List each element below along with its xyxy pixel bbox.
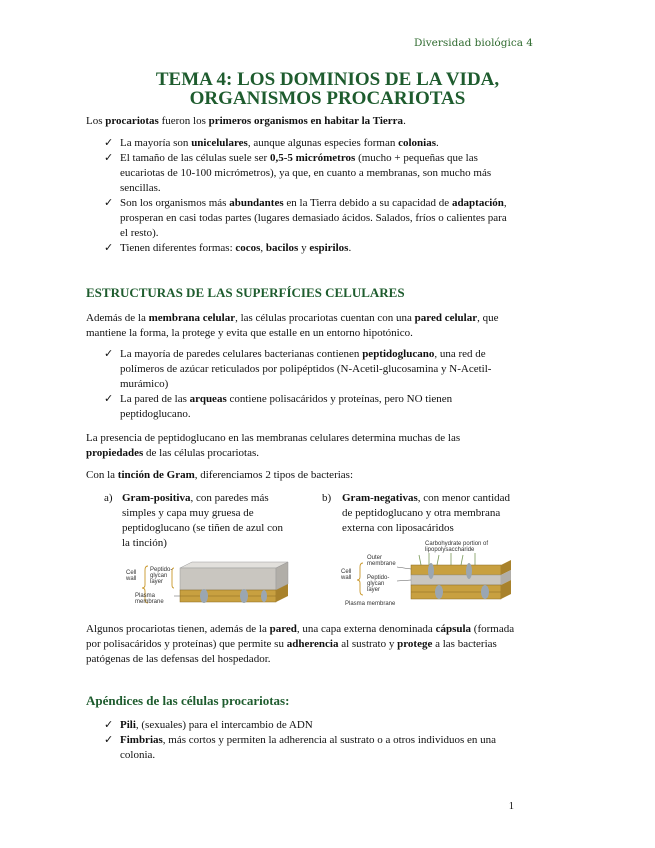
check-icon: ✓ (104, 242, 114, 254)
intro-text: . (403, 115, 406, 127)
check-icon: ✓ (104, 348, 114, 360)
paragraph-peptidoglycan: La presencia de peptidoglucano en las membranas celulares determina muchas de las propiedades de las células procariotas. (86, 432, 461, 459)
label-cell-wall: Cell wall (341, 569, 352, 581)
section-heading-appendages: Apéndices de las células procariotas: (86, 693, 290, 708)
label-peptidoglycan: Peptido-glycan layer (367, 575, 390, 593)
list-item: ✓ La mayoría de paredes celulares bacterianas contienen peptidoglucano, una red de polímeros de azúcar reticulados por polipéptidos (N-Acetil-glucosamina y N-Acetil-murámico) (104, 348, 492, 390)
list-item: ✓ Son los organismos más abundantes en la Tierra debido a su capacidad de adaptación, prosperan en casi todas partes (lugares demasiado ácidos. Salados, fríos o calientes para el resto). (104, 197, 507, 239)
intro-bold: procariotas (105, 115, 159, 127)
intro-text: Los (86, 115, 106, 127)
label-peptidoglycan: Peptido-glycan layer (150, 567, 173, 585)
gram-negative-diagram (339, 541, 519, 613)
characteristics-list (104, 136, 514, 256)
page-title-line2: ORGANISMOS PROCARIOTAS (189, 88, 466, 109)
label-plasma-membrane: Plasma membrane (345, 601, 396, 607)
gram-negative-column (322, 491, 517, 536)
list-item: ✓ Fimbrias, más cortos y permiten la adherencia al sustrato o a otros individuos en una colonia. (104, 734, 497, 761)
check-icon: ✓ (104, 152, 114, 164)
paragraph-cell-wall: Además de la membrana celular, las células procariotas cuentan con una pared celular, que mantiene la forma, la protege y evita que estalle en un entorno hipotónico. (86, 312, 499, 339)
list-item: ✓ El tamaño de las células suele ser 0,5-5 micrómetros (mucho + pequeñas que las eucariotas de 10-100 micrómetros), ya que, en cuanto a membranas, son mucho más sencillas. (104, 152, 492, 194)
appendages-list (104, 718, 514, 763)
list-item: ✓ La pared de las arqueas contiene polisacáridos y proteínas, pero NO tienen peptidoglucano. (104, 393, 453, 420)
intro-bold: primeros organismos en habitar la Tierra (208, 115, 404, 127)
label-outer-membrane: Outer membrane (367, 555, 396, 567)
wall-composition-list (104, 347, 514, 422)
page-title-line1: TEMA 4: LOS DOMINIOS DE LA VIDA, (155, 69, 500, 90)
check-icon: ✓ (104, 197, 114, 209)
gram-positive-diagram (126, 560, 296, 614)
gram-positive-column (104, 491, 289, 551)
section-heading-structures: ESTRUCTURAS DE LAS SUPERFÍCIES CELULARES (86, 285, 405, 300)
label-carbohydrate-lps: Carbohydrate portion of lipopolysaccharide (425, 541, 489, 553)
check-icon: ✓ (104, 734, 114, 746)
list-item: ✓ La mayoría son unicelulares, aunque algunas especies forman colonias. (104, 137, 439, 149)
list-item: ✓ Tienen diferentes formas: cocos, bacilos y espirilos. (104, 242, 352, 254)
check-icon: ✓ (104, 137, 114, 149)
intro-text: fueron los (158, 115, 209, 127)
item-label-a: a) (104, 492, 113, 504)
list-item: ✓ Pili, (sexuales) para el intercambio de ADN (104, 719, 313, 731)
paragraph-capsule: Algunos procariotas tienen, además de la pared, una capa externa denominada cápsula (formada por polisacáridos y proteínas) que permite su adherencia al sustrato y protege a las bacterias patógenas de las defensas del hospedador. (86, 623, 515, 665)
page-title (0, 70, 655, 108)
paragraph-gram: Con la tinción de Gram, diferenciamos 2 tipos de bacterias: (86, 469, 354, 481)
intro-paragraph (86, 114, 516, 129)
gram-positive-text: Gram-positiva, con paredes más simples y capa muy gruesa de peptidoglucano (se tiñen de azul con la tinción) (122, 492, 283, 549)
header-course-title: Diversidad biológica 4 (413, 37, 533, 49)
label-cell-wall: Cell wall (126, 570, 137, 582)
check-icon: ✓ (104, 719, 114, 731)
label-plasma-membrane: Plasma membrane (135, 593, 164, 605)
gram-negative-text: Gram-negativas, con menor cantidad de peptidoglucano y otra membrana externa con liposacáridos (342, 492, 511, 534)
check-icon: ✓ (104, 393, 114, 405)
item-label-b: b) (322, 492, 332, 504)
page-number: 1 (508, 801, 514, 812)
